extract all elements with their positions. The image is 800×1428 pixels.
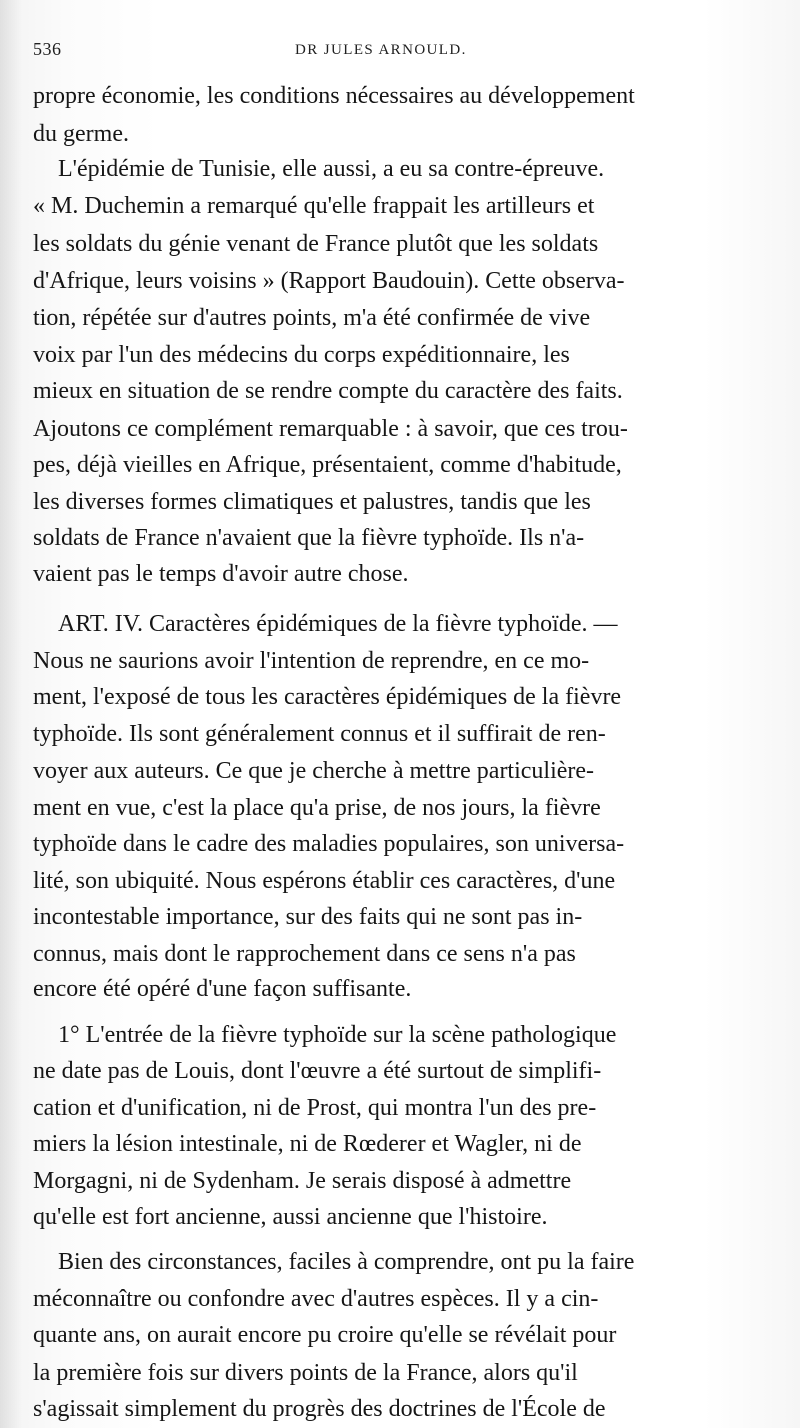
text-line: les diverses formes climatiques et palustres, tandis que les [33, 489, 591, 515]
text-line: voyer aux auteurs. Ce que je cherche à mettre particulière- [33, 758, 595, 784]
text-line: pes, déjà vieilles en Afrique, présentaient, comme d'habitude, [33, 452, 622, 478]
text-line: tion, répétée sur d'autres points, m'a été confirmée de vive [33, 305, 591, 331]
text-line: Nous ne saurions avoir l'intention de reprendre, en ce mo- [33, 648, 590, 674]
text-line: typhoïde. Ils sont généralement connus et il suffirait de ren- [33, 721, 606, 747]
text-line: lité, son ubiquité. Nous espérons établir ces caractères, d'une [33, 868, 616, 894]
text-line: incontestable importance, sur des faits qui ne sont pas in- [33, 904, 583, 930]
text-line: miers la lésion intestinale, ni de Rœderer et Wagler, ni de [33, 1131, 582, 1157]
text-line: connus, mais dont le rapprochement dans ce sens n'a pas [33, 941, 576, 967]
text-line: propre économie, les conditions nécessaires au développement [33, 83, 635, 109]
text-line: cation et d'unification, ni de Prost, qui montra l'un des pre- [33, 1095, 597, 1121]
running-head: DR JULES ARNOULD. [295, 42, 467, 58]
text-line: L'épidémie de Tunisie, elle aussi, a eu sa contre-épreuve. [58, 156, 605, 182]
text-line: Bien des circonstances, faciles à comprendre, ont pu la faire [58, 1249, 635, 1275]
text-line: ne date pas de Louis, dont l'œuvre a été surtout de simplifi- [33, 1058, 602, 1084]
text-line: s'agissait simplement du progrès des doctrines de l'École de [33, 1396, 606, 1422]
text-line: vaient pas le temps d'avoir autre chose. [33, 561, 409, 587]
text-line: les soldats du génie venant de France plutôt que les soldats [33, 231, 599, 257]
text-line: d'Afrique, leurs voisins » (Rapport Baudouin). Cette observa- [33, 268, 625, 294]
text-line: « M. Duchemin a remarqué qu'elle frappait les artilleurs et [33, 193, 595, 219]
text-line: encore été opéré d'une façon suffisante. [33, 976, 412, 1002]
text-line: du germe. [33, 121, 129, 147]
page-header [33, 37, 785, 61]
text-line: Morgagni, ni de Sydenham. Je serais disposé à admettre [33, 1168, 572, 1194]
text-line: typhoïde dans le cadre des maladies populaires, son universa- [33, 831, 625, 857]
article-heading: ART. IV. Caractères épidémiques de la fièvre typhoïde. — [58, 611, 618, 637]
text-line: quante ans, on aurait encore pu croire qu'elle se révélait pour [33, 1322, 617, 1348]
text-line: méconnaître ou confondre avec d'autres espèces. Il y a cin- [33, 1286, 599, 1312]
text-line: la première fois sur divers points de la France, alors qu'il [33, 1360, 578, 1386]
text-line: 1° L'entrée de la fièvre typhoïde sur la scène pathologique [58, 1022, 617, 1048]
text-line: voix par l'un des médecins du corps expéditionnaire, les [33, 342, 570, 368]
text-line: mieux en situation de se rendre compte du caractère des faits. [33, 378, 623, 404]
page-number: 536 [33, 39, 62, 59]
text-line: ment, l'exposé de tous les caractères épidémiques de la fièvre [33, 684, 622, 710]
text-line: ment en vue, c'est la place qu'a prise, de nos jours, la fièvre [33, 795, 601, 821]
text-line: Ajoutons ce complément remarquable : à savoir, que ces trou- [33, 416, 628, 442]
text-line: qu'elle est fort ancienne, aussi ancienne que l'histoire. [33, 1204, 548, 1230]
text-line: soldats de France n'avaient que la fièvre typhoïde. Ils n'a- [33, 525, 585, 551]
